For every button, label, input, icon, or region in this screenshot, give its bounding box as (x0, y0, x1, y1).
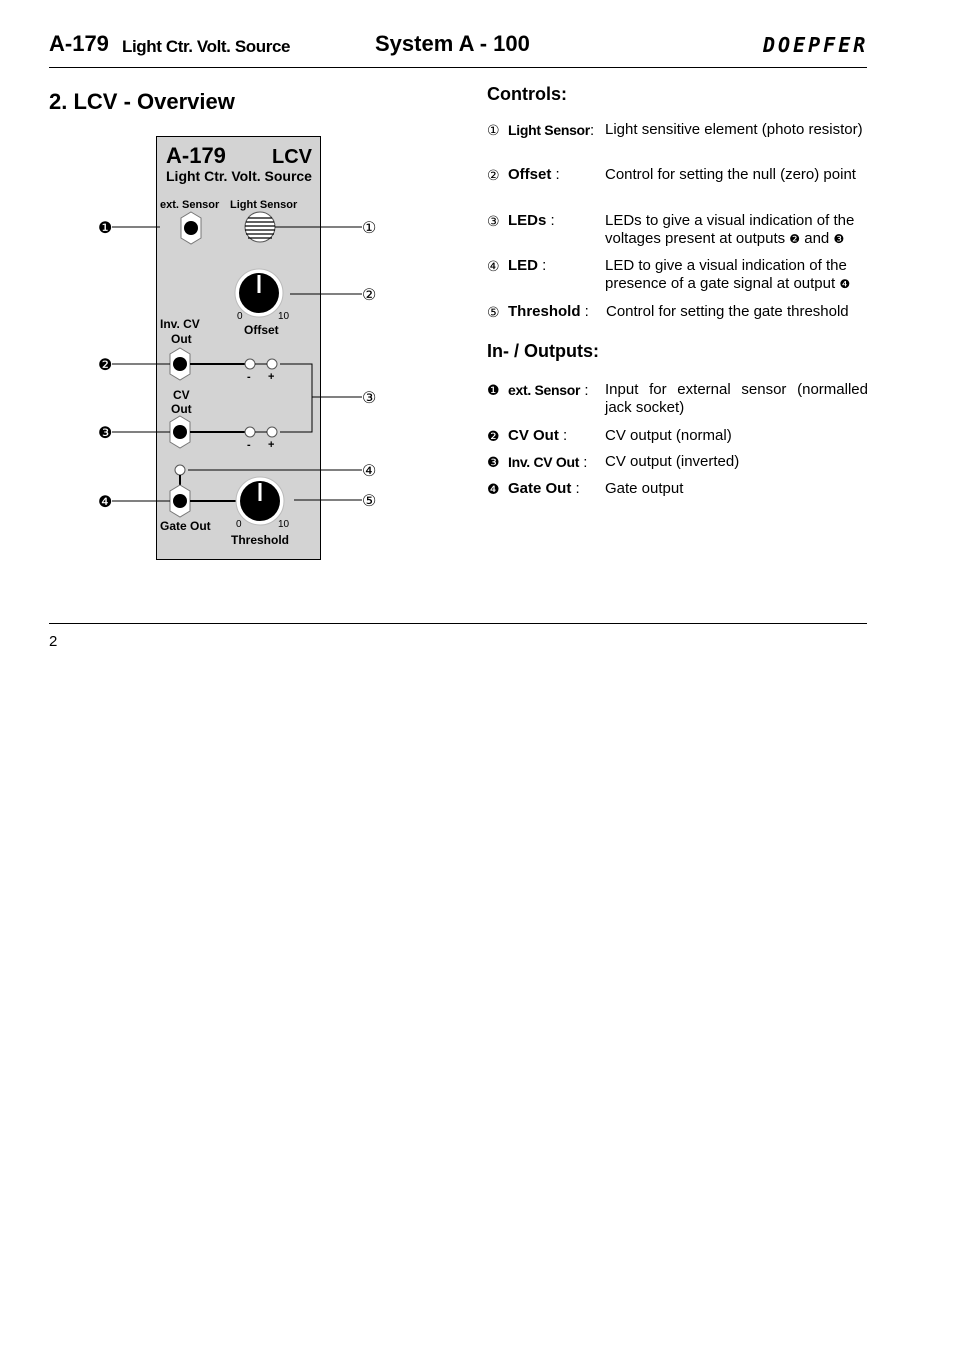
control-desc-text: LEDs to give a visual indication of the voltages present at outputs (605, 212, 855, 247)
control-num: ① (487, 122, 500, 138)
control-desc-join: and (800, 230, 834, 247)
io-desc: Gate output (605, 480, 684, 497)
control-desc: Control for setting the gate threshold (606, 303, 849, 320)
cv-label-line2: Out (171, 402, 192, 416)
system-title: System A - 100 (375, 31, 530, 56)
control-num: ② (487, 167, 500, 183)
output-ref: ❸ (833, 232, 845, 246)
cv-label-line1: CV (173, 388, 190, 402)
io-label: Gate Out (508, 480, 572, 497)
led-cv-plus-sign: + (268, 439, 275, 451)
module-code: A-179 (49, 31, 109, 56)
io-desc: Input for external sensor (normalled jack socket) (605, 381, 868, 416)
control-desc (605, 257, 868, 293)
callout-left-3: ❸ (98, 425, 113, 442)
offset-label: Offset (244, 323, 279, 337)
control-label: Light Sensor (508, 122, 590, 138)
callout-right-5: ⑤ (362, 493, 377, 510)
led-inv-plus (267, 359, 277, 369)
page-number: 2 (49, 633, 58, 650)
control-label: Threshold (508, 303, 581, 320)
control-sep: : (538, 257, 547, 274)
brand-logo: DOEPFER (763, 33, 869, 57)
cv-out-jack[interactable] (170, 416, 190, 448)
io-label-wrap (508, 453, 587, 472)
io-num: ❹ (487, 481, 500, 497)
io-num: ❸ (487, 454, 500, 470)
io-sep: : (580, 382, 589, 399)
header-rule (49, 67, 867, 68)
led-inv-plus-sign: + (268, 371, 275, 383)
gate-out-jack[interactable] (170, 485, 190, 517)
offset-knob[interactable] (235, 269, 283, 317)
control-desc: Light sensitive element (photo resistor) (605, 121, 863, 138)
panel-name: Light Ctr. Volt. Source (166, 168, 312, 184)
led-inv-minus-sign: - (247, 371, 251, 383)
io-desc: CV output (normal) (605, 427, 732, 444)
output-ref: ❷ (789, 232, 801, 246)
control-label: LEDs (508, 212, 547, 229)
control-label-wrap (508, 121, 594, 140)
callout-left-4: ❹ (98, 494, 113, 511)
threshold-scale-min: 0 (236, 519, 242, 530)
io-num: ❷ (487, 428, 500, 444)
callout-right-2: ② (362, 287, 377, 304)
callout-left-1: ❶ (98, 220, 113, 237)
offset-scale-min: 0 (237, 311, 243, 322)
threshold-knob[interactable] (236, 477, 284, 525)
control-sep: : (546, 212, 555, 229)
io-label: Inv. CV Out (508, 454, 580, 470)
io-sep: : (579, 454, 588, 471)
inv-cv-label-line1: Inv. CV (160, 317, 200, 331)
led-cv-minus-sign: - (247, 439, 251, 451)
gate-led (175, 465, 185, 475)
panel-abbr: LCV (272, 146, 312, 168)
io-sep: : (571, 480, 580, 497)
control-label-wrap (508, 257, 546, 275)
control-sep: : (551, 166, 560, 183)
inv-cv-out-jack[interactable] (170, 348, 190, 380)
control-num: ⑤ (487, 304, 500, 320)
light-sensor-icon (245, 212, 275, 242)
gate-out-label: Gate Out (160, 519, 211, 533)
control-label: Offset (508, 166, 552, 183)
io-sep: : (558, 427, 568, 444)
offset-scale-max: 10 (278, 311, 290, 322)
callout-right-3: ③ (362, 390, 377, 407)
led-cv-minus (245, 427, 255, 437)
led-inv-minus (245, 359, 255, 369)
callout-right-4: ④ (362, 463, 377, 480)
control-sep: : (589, 122, 595, 139)
control-label-wrap (508, 166, 560, 184)
io-num: ❶ (487, 382, 500, 398)
control-label: LED (508, 257, 538, 274)
threshold-label: Threshold (231, 533, 290, 547)
section-title: 2. LCV - Overview (49, 89, 235, 114)
control-desc-text: LED to give a visual indication of the presence of a gate signal at output (605, 257, 847, 292)
io-label-wrap (508, 381, 589, 400)
threshold-scale-max: 10 (278, 519, 290, 530)
io-label-wrap (508, 480, 580, 498)
io-label-wrap (508, 427, 567, 445)
control-sep: : (580, 303, 589, 320)
led-cv-plus (267, 427, 277, 437)
output-ref: ❹ (839, 277, 851, 291)
io-label: CV Out (508, 427, 559, 444)
io-desc: CV output (inverted) (605, 453, 740, 470)
control-num: ③ (487, 213, 500, 229)
front-panel-diagram (90, 130, 390, 570)
callout-left-2: ❷ (98, 357, 113, 374)
control-num: ④ (487, 258, 500, 274)
callout-right-1: ① (362, 220, 377, 237)
module-name: Light Ctr. Volt. Source (122, 37, 291, 56)
control-desc: Control for setting the null (zero) point (605, 166, 856, 183)
io-heading: In- / Outputs: (487, 341, 599, 361)
io-label: ext. Sensor (508, 382, 581, 398)
ext-sensor-jack[interactable] (181, 212, 201, 244)
control-label-wrap (508, 212, 555, 230)
controls-heading: Controls: (487, 84, 567, 104)
inv-cv-label-line2: Out (171, 332, 192, 346)
control-desc (605, 212, 868, 248)
ext-sensor-label: ext. Sensor (160, 199, 220, 211)
light-sensor-label: Light Sensor (230, 199, 298, 211)
footer-rule (49, 623, 867, 624)
panel-code: A-179 (166, 143, 226, 168)
control-label-wrap (508, 303, 589, 321)
